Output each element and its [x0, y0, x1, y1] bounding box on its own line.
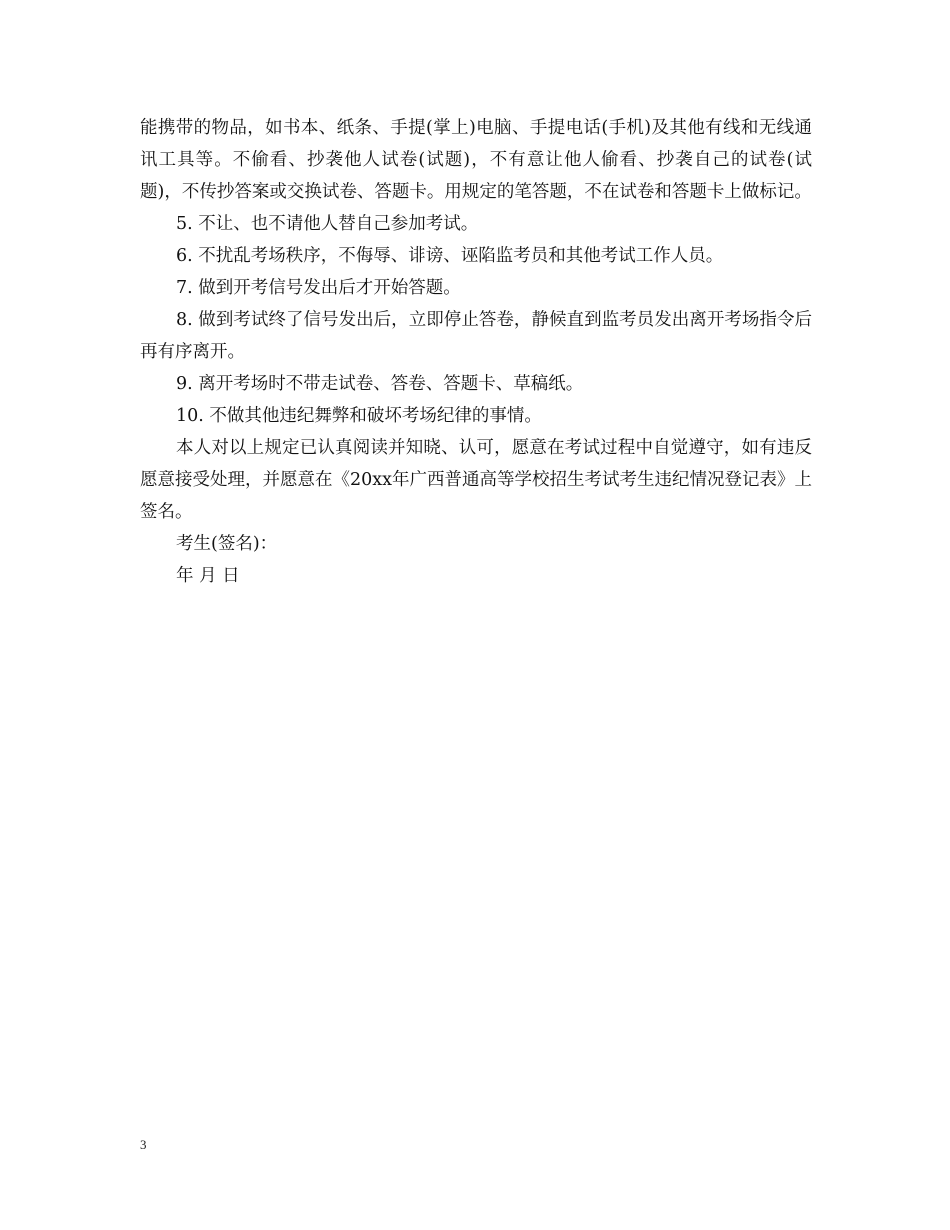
rule-item-8: 8. 做到考试终了信号发出后，立即停止答卷，静候直到监考员发出离开考场指令后再有序离开。: [140, 310, 812, 362]
acknowledgement-paragraph: 本人对以上规定已认真阅读并知晓、认可，愿意在考试过程中自觉遵守，如有违反愿意接受处理，并愿意在《20xx年广西普通高等学校招生考试考生违纪情况登记表》上签名。: [140, 438, 813, 522]
rule-item-6: 6. 不扰乱考场秩序，不侮辱、诽谤、诬陷监考员和其他考试工作人员。: [176, 246, 724, 266]
rule-item-7: 7. 做到开考信号发出后才开始答题。: [176, 278, 461, 298]
rule-item-5: 5. 不让、也不请他人替自己参加考试。: [176, 214, 479, 234]
document-body: [140, 112, 812, 592]
date-label: 年 月 日: [176, 566, 240, 586]
signature-label: 考生(签名)：: [176, 534, 278, 554]
paragraph-continued-rules: 能携带的物品，如书本、纸条、手提(掌上)电脑、手提电话(手机)及其他有线和无线通讯工具等。不偷看、抄袭他人试卷(试题)，不有意让他人偷看、抄袭自己的试卷(试题)，不传抄答案或交换试卷、答题卡。用规定的笔答题，不在试卷和答题卡上做标记。: [140, 118, 812, 202]
rule-item-10: 10. 不做其他违纪舞弊和破坏考场纪律的事情。: [176, 406, 542, 426]
rule-item-9: 9. 离开考场时不带走试卷、答卷、答题卡、草稿纸。: [176, 374, 584, 394]
page-number: 3: [140, 1137, 147, 1152]
